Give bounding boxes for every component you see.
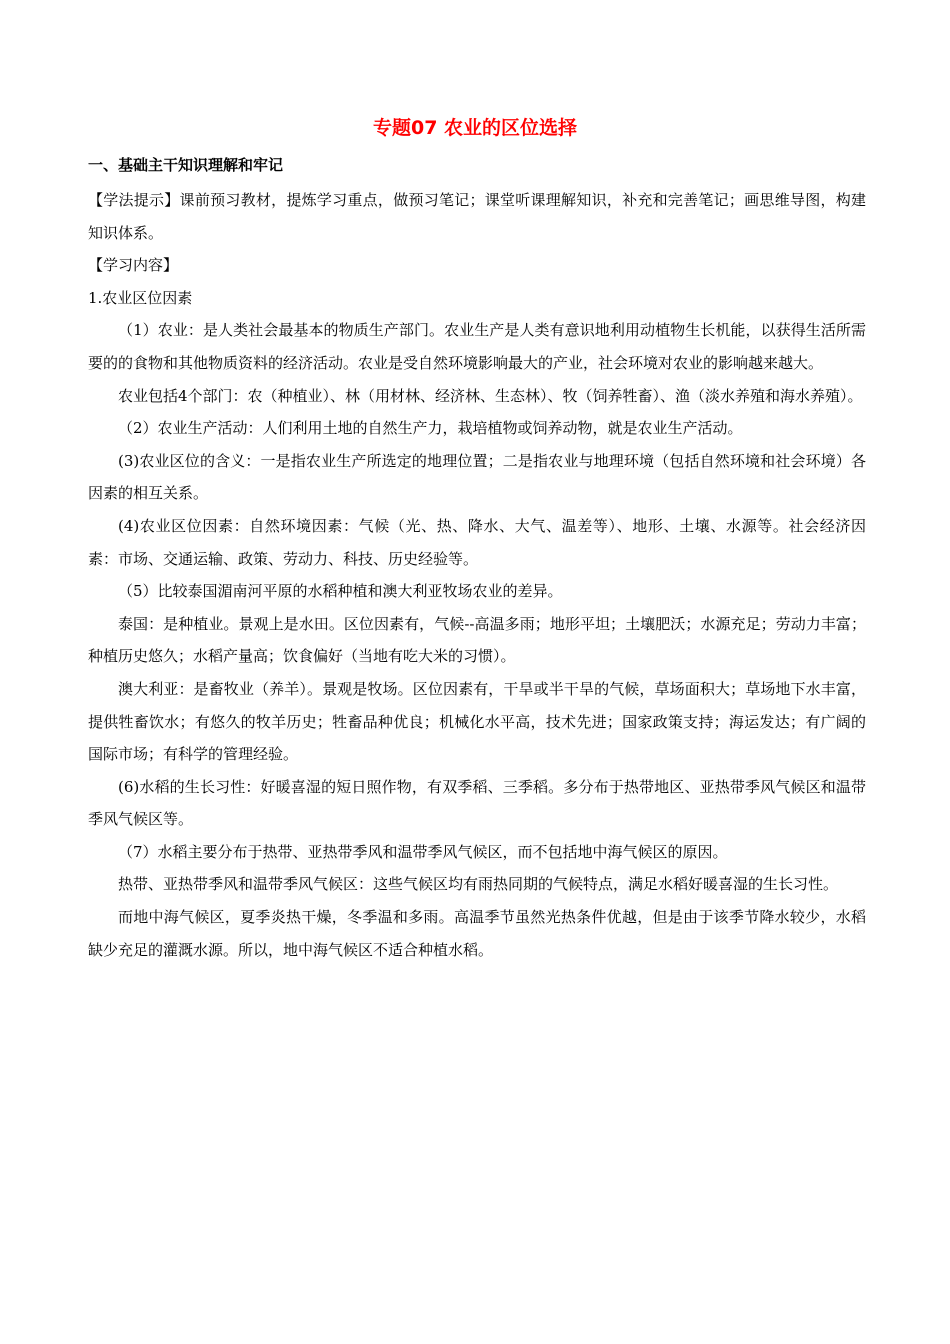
section-heading: 一、基础主干知识理解和牢记 xyxy=(88,156,284,174)
body-paragraph: 农业包括4个部门：农（种植业）、林（用材林、经济林、生态林）、牧（饲养牲畜）、渔（淡水养殖和海水养殖）。 xyxy=(118,386,863,405)
body-paragraph: 澳大利亚：是畜牧业（养羊）。景观是牧场。区位因素有，干旱或半干旱的气候，草场面积大；草场地下水丰富，提供牲畜饮水；有悠久的牧羊历史；牲畜品种优良；机械化水平高，技术先进；国家政策支持；海运发达；有广阔的国际市场；有科学的管理经验。 xyxy=(88,679,866,764)
body-paragraph: 热带、亚热带季风和温带季风气候区：这些气候区均有雨热同期的气候特点，满足水稻好暖喜湿的生长习性。 xyxy=(118,875,839,894)
body-paragraph: (3)农业区位的含义：一是指农业生产所选定的地理位置；二是指农业与地理环境（包括自然环境和社会环境）各因素的相互关系。 xyxy=(88,451,866,503)
body-paragraph: （5）比较泰国湄南河平原的水稻种植和澳大利亚牧场农业的差异。 xyxy=(118,582,563,601)
study-tips-paragraph: 【学法提示】课前预习教材，提炼学习重点，做预习笔记；课堂听课理解知识，补充和完善笔记；画思维导图，构建知识体系。 xyxy=(88,191,866,242)
study-content-label: 【学习内容】 xyxy=(88,256,179,275)
body-paragraph: 而地中海气候区，夏季炎热干燥，冬季温和多雨。高温季节虽然光热条件优越，但是由于该季节降水较少，水稻缺少充足的灌溉水源。所以，地中海气候区不适合种植水稻。 xyxy=(88,908,866,959)
page-title: 专题07 农业的区位选择 xyxy=(372,117,578,139)
body-paragraph: 泰国：是种植业。景观上是水田。区位因素有，气候--高温多雨；地形平坦；土壤肥沃；水源充足；劳动力丰富；种植历史悠久；水稻产量高；饮食偏好（当地有吃大米的习惯）。 xyxy=(88,614,866,666)
body-paragraph: （1）农业：是人类社会最基本的物质生产部门。农业生产是人类有意识地利用动植物生长机能，以获得生活所需要的的食物和其他物质资料的经济活动。农业是受自然环境影响最大的产业，社会环境对农业的影响越来越大。 xyxy=(88,321,866,372)
document-body xyxy=(88,184,866,966)
subsection-heading: 1.农业区位因素 xyxy=(88,288,193,307)
body-paragraph: （2）农业生产活动：人们利用土地的自然生产力，栽培植物或饲养动物，就是农业生产活动。 xyxy=(118,419,743,438)
body-paragraph: (6)水稻的生长习性：好暖喜湿的短日照作物，有双季稻、三季稻。多分布于热带地区、亚热带季风气候区和温带季风气候区等。 xyxy=(88,777,866,829)
body-paragraph: （7）水稻主要分布于热带、亚热带季风和温带季风气候区，而不包括地中海气候区的原因。 xyxy=(118,842,728,861)
body-paragraph: (4)农业区位因素：自然环境因素：气候（光、热、降水、大气、温差等）、地形、土壤、水源等。社会经济因素：市场、交通运输、政策、劳动力、科技、历史经验等。 xyxy=(88,516,866,568)
